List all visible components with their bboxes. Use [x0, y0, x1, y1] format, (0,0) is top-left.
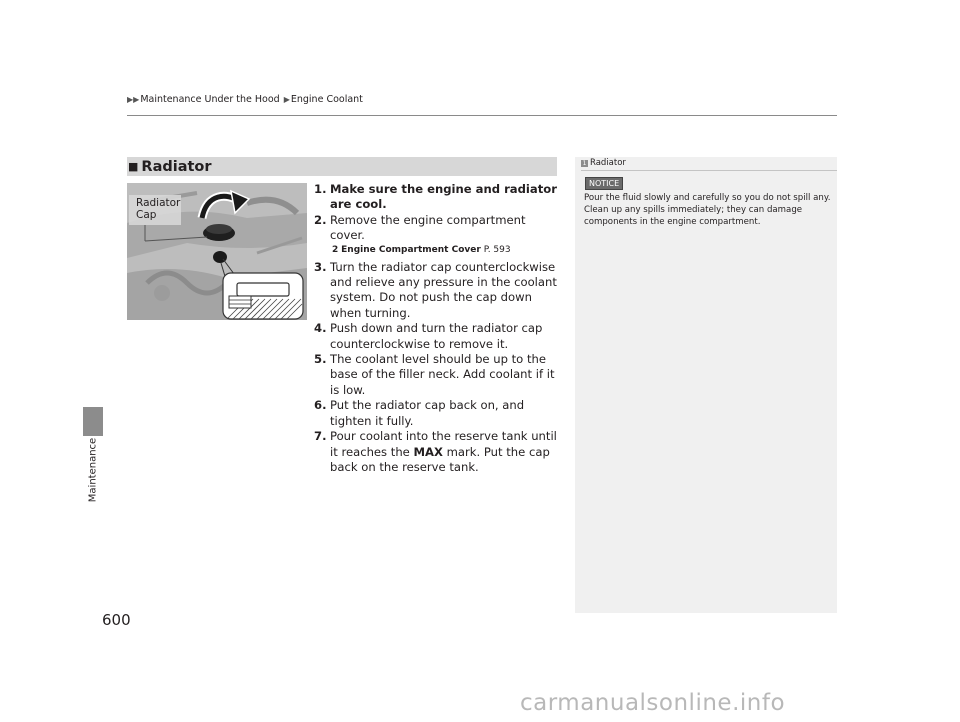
step-7 [314, 429, 564, 475]
step-4 [314, 321, 564, 352]
header-rule [127, 115, 837, 116]
cross-reference-link[interactable] [332, 244, 564, 257]
step-text: Put the radiator cap back on, and tighten it fully. [330, 398, 525, 428]
notes-heading [581, 158, 626, 168]
note-marker-icon: 1 [582, 159, 587, 167]
reference-page: P. 593 [483, 244, 511, 255]
step-number: 5. [314, 352, 327, 367]
watermark: carmanualsonline.info [520, 690, 786, 716]
step-text: Push down and turn the radiator cap counterclockwise to remove it. [330, 321, 543, 351]
step-text: Make sure the engine and radiator are cool. [330, 182, 557, 212]
reference-arrow-icon: 2 [332, 244, 339, 255]
breadcrumb-item[interactable]: Maintenance Under the Hood [140, 94, 280, 105]
step-3 [314, 260, 564, 322]
step-text: Remove the engine compartment cover. [330, 212, 526, 243]
side-notes-panel [575, 157, 837, 613]
step-number: 7. [314, 429, 327, 444]
step-number: 2. [314, 212, 327, 227]
callout-label-radiator: Radiator [136, 197, 181, 209]
step-text-part: Pour coolant into the reserve tank until it reaches the [330, 429, 557, 459]
page-number: 600 [102, 611, 131, 629]
breadcrumb-item[interactable]: Engine Coolant [290, 94, 363, 105]
notes-heading-text: Radiator [590, 158, 626, 168]
step-5 [314, 352, 564, 398]
step-number: 6. [314, 398, 327, 413]
step-number: 4. [314, 321, 327, 336]
step-2 [314, 213, 564, 244]
notes-divider [581, 170, 837, 171]
section-title: Radiator [141, 158, 212, 175]
step-1 [314, 182, 564, 213]
step-text-part: mark. Put the cap back on the reserve tank. [330, 444, 550, 474]
step-text: Turn the radiator cap counterclockwise and relieve any pressure in the coolant system. Do not push the cap down when turning. [330, 259, 557, 320]
radiator-cap-illustration [127, 183, 307, 320]
breadcrumb [127, 94, 367, 105]
section-marker: ■ [128, 160, 139, 173]
section-header [127, 157, 557, 176]
max-mark-label: MAX [413, 444, 443, 459]
notice-badge: NOTICE [585, 177, 623, 190]
notice-text: Pour the fluid slowly and carefully so you do not spill any. Clean up any spills immediately; they can damage components in the engine compartment. [584, 193, 831, 228]
side-tab-label: Maintenance [87, 437, 99, 503]
callout-label-cap: Cap [136, 209, 157, 221]
step-text: The coolant level should be up to the base of the filler neck. Add coolant if it is low. [330, 352, 555, 397]
arrow-icon: ▶ [283, 95, 290, 104]
step-6 [314, 398, 564, 429]
procedure-steps [314, 182, 564, 475]
reference-label: Engine Compartment Cover [341, 244, 481, 255]
side-tab-marker [83, 407, 103, 436]
double-arrow-icon: ▶▶ [127, 95, 140, 104]
step-number: 1. [314, 182, 327, 196]
step-text [330, 429, 564, 475]
step-number: 3. [314, 259, 327, 274]
